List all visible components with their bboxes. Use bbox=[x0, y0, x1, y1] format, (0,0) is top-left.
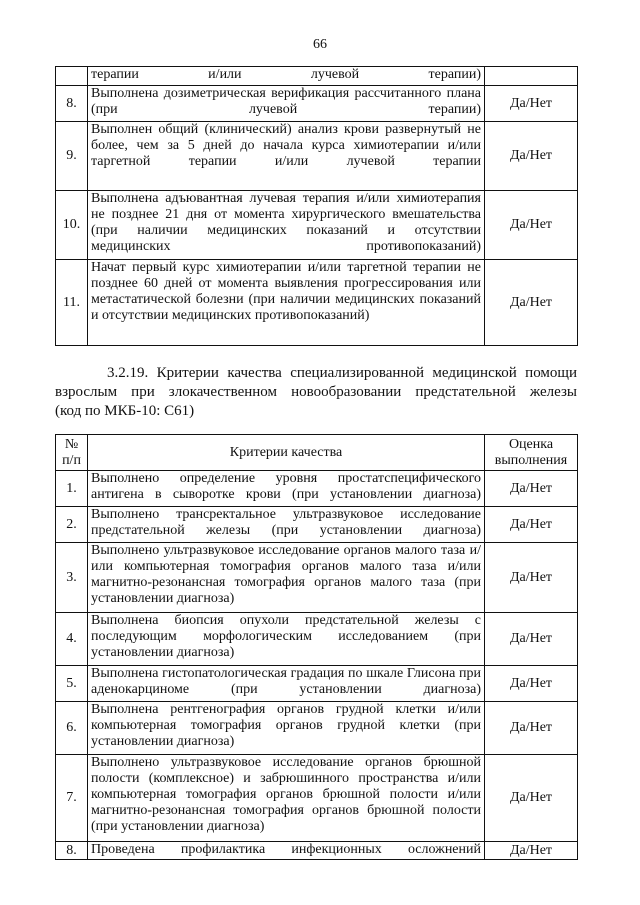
row-number: 5. bbox=[56, 666, 88, 702]
criterion-text: Выполнено определение уровня простатспецифического антигена в сыворотке крови (при установлении диагноза) bbox=[88, 471, 485, 507]
criterion-text: терапии и/или лучевой терапии) bbox=[88, 67, 485, 86]
column-header-grade-line1: Оценка bbox=[508, 436, 554, 452]
section-heading-line: (код по МКБ-10: C61) bbox=[55, 403, 195, 419]
table-row bbox=[56, 191, 578, 260]
row-number bbox=[56, 67, 88, 86]
table-header-row bbox=[56, 435, 578, 471]
row-number: 11. bbox=[56, 260, 88, 346]
section-heading bbox=[55, 364, 577, 421]
table-row bbox=[56, 755, 578, 842]
table-row bbox=[56, 260, 578, 346]
criterion-text: Выполнена дозиметрическая верификация рассчитанного плана (при лучевой терапии) bbox=[88, 86, 485, 122]
grade-cell: Да/Нет bbox=[485, 842, 578, 860]
row-number: 8. bbox=[56, 86, 88, 122]
criterion-text: Выполнено ультразвуковое исследование органов брюшной полости (комплексное) и забрюшинного пространства и/или компьютерная томография органов брюшной полости и/или магнитно-резонансная томография органов брюшной полости (при установлении диагноза) bbox=[88, 755, 485, 842]
criterion-text: Выполнено ультразвуковое исследование органов малого таза и/или компьютерная томография органов малого таза и/или магнитно-резонансная томография органов малого таза (при установлении диагноза) bbox=[88, 543, 485, 613]
grade-cell: Да/Нет bbox=[485, 666, 578, 702]
grade-cell: Да/Нет bbox=[485, 613, 578, 666]
table-row bbox=[56, 122, 578, 191]
table-row bbox=[56, 842, 578, 860]
row-number: 4. bbox=[56, 613, 88, 666]
table-row bbox=[56, 613, 578, 666]
row-number: 7. bbox=[56, 755, 88, 842]
criterion-text: Начат первый курс химиотерапии и/или таргетной терапии не позднее 60 дней от момента выявления прогрессирования или метастатической болезни (при наличии медицинских показаний и отсутствии медицинских противопоказаний) bbox=[88, 260, 485, 346]
grade-cell: Да/Нет bbox=[485, 122, 578, 191]
column-header-number bbox=[56, 435, 88, 471]
grade-cell: Да/Нет bbox=[485, 471, 578, 507]
row-number: 9. bbox=[56, 122, 88, 191]
criteria-table bbox=[55, 434, 578, 860]
table-row bbox=[56, 702, 578, 755]
criterion-text: Выполнен общий (клинический) анализ крови развернутый не более, чем за 5 дней до начала курса химиотерапии и/или таргетной терапии и/или лучевой терапии bbox=[88, 122, 485, 191]
criterion-text: Выполнено трансректальное ультразвуковое исследование предстательной железы (при установлении диагноза) bbox=[88, 507, 485, 543]
row-number: 3. bbox=[56, 543, 88, 613]
grade-cell: Да/Нет bbox=[485, 86, 578, 122]
row-number: 6. bbox=[56, 702, 88, 755]
criterion-text: Проведена профилактика инфекционных осложнений bbox=[88, 842, 485, 860]
section-heading-line: 3.2.19. Критерии качества специализированной медицинской помощи bbox=[107, 365, 577, 381]
grade-cell: Да/Нет bbox=[485, 507, 578, 543]
column-header-number-line1: № bbox=[64, 436, 79, 452]
grade-cell bbox=[485, 67, 578, 86]
table-row bbox=[56, 67, 578, 86]
row-number: 10. bbox=[56, 191, 88, 260]
table-row bbox=[56, 471, 578, 507]
row-number: 1. bbox=[56, 471, 88, 507]
grade-cell: Да/Нет bbox=[485, 755, 578, 842]
column-header-number-line2: п/п bbox=[62, 452, 81, 468]
criterion-text: Выполнена гистопатологическая градация по шкале Глисона при аденокарциноме (при установлении диагноза) bbox=[88, 666, 485, 702]
grade-cell: Да/Нет bbox=[485, 543, 578, 613]
criterion-text: Выполнена рентгенография органов грудной клетки и/или компьютерная томография органов грудной клетки (при установлении диагноза) bbox=[88, 702, 485, 755]
column-header-grade-line2: выполнения bbox=[494, 452, 568, 468]
row-number: 8. bbox=[56, 842, 88, 860]
criterion-text: Выполнена адъювантная лучевая терапия и/или химиотерапия не позднее 21 дня от момента хирургического вмешательства (при наличии медицинских показаний и отсутствии медицинских противопоказаний) bbox=[88, 191, 485, 260]
column-header-grade bbox=[485, 435, 578, 471]
section-heading-line: взрослым при злокачественном новообразовании предстательной железы bbox=[55, 384, 577, 400]
page-number: 66 bbox=[313, 37, 327, 52]
column-header-criteria: Критерии качества bbox=[88, 435, 485, 471]
table-row bbox=[56, 543, 578, 613]
table-row bbox=[56, 507, 578, 543]
grade-cell: Да/Нет bbox=[485, 702, 578, 755]
table-row bbox=[56, 86, 578, 122]
row-number: 2. bbox=[56, 507, 88, 543]
criteria-table-continued bbox=[55, 66, 578, 346]
table-row bbox=[56, 666, 578, 702]
grade-cell: Да/Нет bbox=[485, 260, 578, 346]
criterion-text: Выполнена биопсия опухоли предстательной железы с последующим морфологическим исследованием (при установлении диагноза) bbox=[88, 613, 485, 666]
grade-cell: Да/Нет bbox=[485, 191, 578, 260]
